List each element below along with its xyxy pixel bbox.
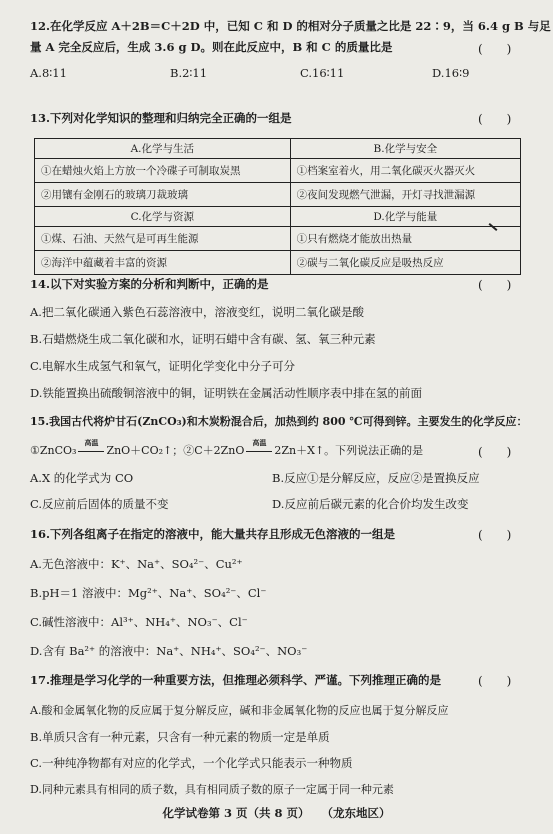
knowledge-table (34, 138, 521, 275)
reaction-arrow-1: 高温 (78, 443, 104, 459)
table-cell-d2: ②碳与二氧化碳反应是吸热反应 (290, 251, 520, 275)
question-14-stem: 14.以下对实验方案的分析和判断中，正确的是 (30, 277, 269, 291)
question-15-option-a: A.X 的化学式为 CO (30, 471, 134, 485)
question-15-stem: 15.我国古代将炉甘石(ZnCO₃)和木炭粉混合后，加热到约 800 ℃可得到锌。主要发生的化学反应： (30, 415, 528, 428)
question-14-answer-paren: ( ) (478, 278, 512, 292)
question-17-stem: 17.推理是学习化学的一种重要方法，但推理必须科学、严谨。下列推理正确的是 (30, 673, 442, 687)
table-header-a: A.化学与生活 (35, 139, 291, 159)
equation-2-products: 2Zn＋X↑。下列说法正确的是 (274, 444, 424, 457)
question-17-option-d: D.同种元素具有相同的质子数，具有相同质子数的原子一定属于同一种元素 (30, 783, 394, 796)
table-cell-a1: ①在蜡烛火焰上方放一个冷碟子可制取炭黑 (35, 159, 291, 183)
question-16-option-b: B.pH＝1 溶液中：Mg²⁺、Na⁺、SO₄²⁻、Cl⁻ (30, 586, 267, 600)
question-12-stem-line2: 量 A 完全反应后，生成 3.6 g D。则在此反应中，B 和 C 的质量比是 (30, 40, 393, 54)
question-14-option-b: B.石蜡燃烧生成二氧化碳和水，证明石蜡中含有碳、氢、氧三种元素 (30, 332, 376, 346)
question-16-answer-paren: ( ) (478, 528, 512, 542)
question-12-answer-paren: ( ) (478, 42, 512, 56)
table-cell-c1: ①煤、石油、天然气是可再生能源 (35, 227, 291, 251)
question-15-answer-paren: ( ) (478, 445, 512, 459)
table-cell-b2: ②夜间发现燃气泄漏，开灯寻找泄漏源 (290, 183, 520, 207)
question-17-option-c: C.一种纯净物都有对应的化学式，一个化学式只能表示一种物质 (30, 756, 353, 770)
table-cell-d1: ①只有燃烧才能放出热量 (290, 227, 520, 251)
question-14-option-a: A.把二氧化碳通入紫色石蕊溶液中，溶液变红，说明二氧化碳是酸 (30, 305, 364, 319)
question-16-option-a: A.无色溶液中：K⁺、Na⁺、SO₄²⁻、Cu²⁺ (30, 557, 243, 571)
page-footer (0, 805, 553, 821)
table-header-b: B.化学与安全 (290, 139, 520, 159)
table-header-c: C.化学与资源 (35, 207, 291, 227)
question-17-answer-paren: ( ) (478, 674, 512, 688)
question-12-option-c: C.16∶11 (300, 66, 345, 80)
question-13-stem: 13.下列对化学知识的整理和归纳完全正确的一组是 (30, 111, 292, 125)
question-15-option-c: C.反应前后固体的质量不变 (30, 497, 169, 511)
equation-1-reactant: ①ZnCO₃ (30, 444, 77, 457)
table-cell-b1: ①档案室着火，用二氧化碳灭火器灭火 (290, 159, 520, 183)
question-16-option-d: D.含有 Ba²⁺ 的溶液中：Na⁺、NH₄⁺、SO₄²⁻、NO₃⁻ (30, 644, 308, 658)
question-16-stem: 16.下列各组离子在指定的溶液中，能大量共存且形成无色溶液的一组是 (30, 527, 396, 541)
table-cell-c2: ②海洋中蕴藏着丰富的资源 (35, 251, 291, 275)
question-14-option-d: D.铁能置换出硫酸铜溶液中的铜，证明铁在金属活动性顺序表中排在氢的前面 (30, 386, 422, 400)
question-12-option-b: B.2∶11 (170, 66, 208, 80)
question-12-option-d: D.16∶9 (432, 66, 470, 80)
question-15-equations (30, 438, 424, 459)
question-12-stem-line1: 12.在化学反应 A＋2B＝C＋2D 中，已知 C 和 D 的相对分子质量之比是 22∶9，当 6.4 g B 与足 (30, 19, 551, 33)
table-header-d: D.化学与能量 (290, 207, 520, 227)
question-15-option-b: B.反应①是分解反应，反应②是置换反应 (272, 471, 480, 485)
question-13-answer-paren: ( ) (478, 112, 512, 126)
question-14-option-c: C.电解水生成氢气和氧气，证明化学变化中分子可分 (30, 359, 296, 373)
footer-page-number: 化学试卷第 3 页（共 8 页） (162, 806, 310, 820)
question-12-option-a: A.8∶11 (30, 66, 67, 80)
equation-1-products: ZnO＋CO₂↑；②C＋2ZnO (106, 444, 245, 457)
table-cell-a2: ②用镶有金刚石的玻璃刀裁玻璃 (35, 183, 291, 207)
question-17-option-b: B.单质只含有一种元素，只含有一种元素的物质一定是单质 (30, 730, 330, 744)
question-17-option-a: A.酸和金属氧化物的反应属于复分解反应，碱和非金属氧化物的反应也属于复分解反应 (30, 704, 449, 717)
question-15-option-d: D.反应前后碳元素的化合价均发生改变 (272, 497, 469, 511)
question-16-option-c: C.碱性溶液中：Al³⁺、NH₄⁺、NO₃⁻、Cl⁻ (30, 615, 248, 629)
footer-region: （龙东地区） (321, 806, 391, 820)
reaction-arrow-2: 高温 (246, 443, 272, 459)
